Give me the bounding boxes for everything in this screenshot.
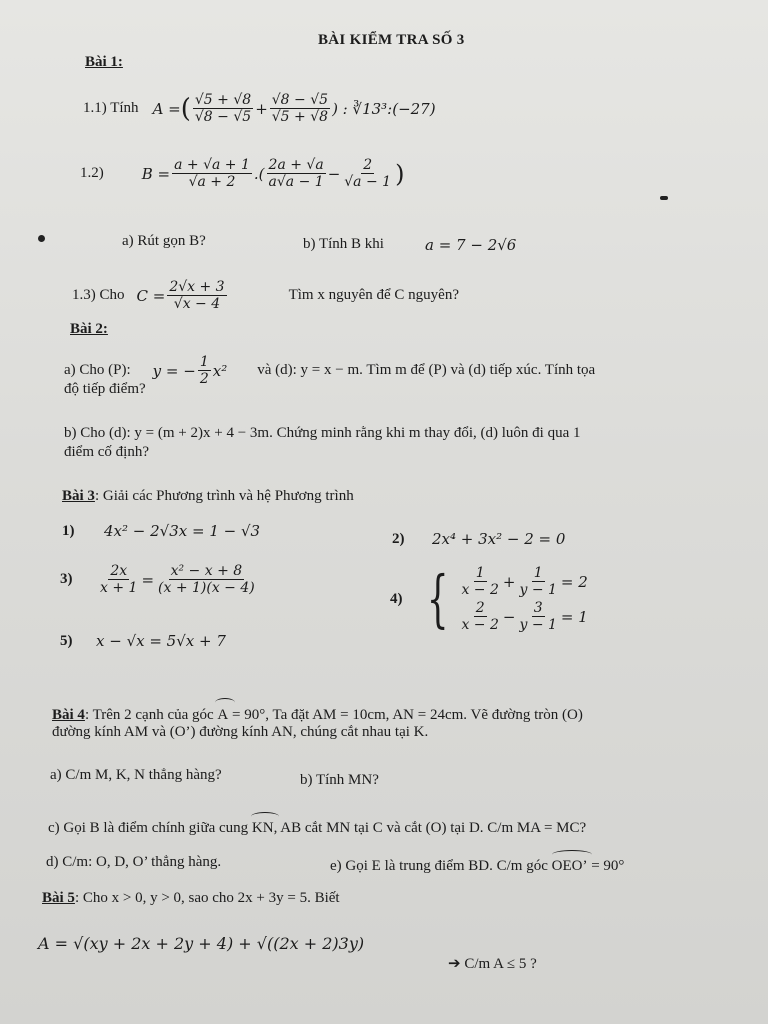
eq4-r1-rhs: = 2 (560, 572, 588, 591)
eq4-r2-den1: x − 2 (461, 617, 499, 634)
bai4-l1a: : Trên 2 cạnh của góc (84, 707, 218, 723)
bai4e-1: e) Gọi E là trung điểm BD. C/m góc (330, 858, 552, 874)
bai2a-den: 2 (199, 371, 209, 388)
bai4-l1b: A (217, 707, 229, 723)
bai2a-label: a) Cho (P): (64, 362, 131, 379)
q12-den3: √a − 1 (344, 174, 392, 191)
bai4d: d) C/m: O, D, O’ thẳng hàng. (46, 854, 222, 870)
q13-line (72, 279, 459, 312)
q12b-expr: a = 7 − 2√6 (425, 236, 517, 254)
bai4e-3: = 90° (587, 858, 625, 874)
bai5-expr: A = √(xy + 2x + 2y + 4) + √((2x + 2)3y) (38, 934, 365, 953)
eq3-eq: = (141, 570, 155, 589)
bai2a-text: và (d): y = x − m. Tìm m để (P) và (d) tiếp xúc. Tính tọa (257, 362, 596, 379)
bai4a: a) C/m M, K, N thẳng hàng? (50, 767, 222, 783)
eq2 (392, 530, 565, 548)
q12a: a) Rút gọn B? (122, 233, 206, 249)
eq2-label: 2) (392, 530, 405, 547)
q12-num1: a + √a + 1 (174, 157, 250, 173)
q11-open: ( (180, 93, 191, 124)
q11-line (83, 92, 436, 125)
q11-label: 1.1) Tính (83, 100, 139, 117)
eq4-r2-op: − (502, 607, 516, 626)
eq5-expr: x − √x = 5√x + 7 (96, 632, 226, 650)
bai4c-2: KN (251, 820, 274, 836)
bai5-header: Bài 5 (42, 890, 75, 906)
q12-num2: 2a + √a (268, 157, 324, 173)
eq4-r1-den1: x − 2 (461, 582, 499, 599)
bai2b-text2: điểm cố định? (64, 444, 149, 460)
q11-num2: √8 − √5 (271, 92, 329, 108)
bai2a-text2: độ tiếp điểm? (64, 381, 146, 397)
bai5-intro: : Cho x > 0, y > 0, sao cho 2x + 3y = 5. Biết (74, 890, 340, 906)
bai1-header: Bài 1: (85, 54, 123, 70)
q13-num: 2√x + 3 (169, 279, 225, 295)
eq5-label: 5) (60, 632, 73, 649)
eq5 (60, 632, 226, 650)
bai4-l1c: = 90°, Ta đặt AM = 10cm, AN = 24cm. Vẽ đường tròn (O) (228, 707, 583, 723)
eq4-brace: { (426, 562, 449, 636)
bai4c-1: c) Gọi B là điểm chính giữa cung (48, 820, 252, 836)
bai4-header: Bài 4 (52, 707, 85, 723)
eq3-den1: x + 1 (100, 580, 138, 597)
bai4c (48, 820, 586, 837)
q13-lhs: C = (136, 286, 166, 305)
eq4-r2-den2: y − 1 (519, 617, 557, 634)
eq4-system (457, 565, 587, 633)
eq3-label: 3) (60, 571, 73, 588)
eq4 (390, 562, 588, 636)
q11-num1: √5 + √8 (194, 92, 252, 108)
angle-arc (215, 698, 235, 707)
q12-minus: − (327, 164, 341, 183)
bai4e-2: OEO’ (551, 858, 588, 874)
eq4-r2-rhs: = 1 (560, 607, 588, 626)
q12-den2: a√a − 1 (268, 174, 324, 191)
bai4-line1 (52, 707, 583, 724)
angle-oeo (552, 858, 588, 875)
bai4-line2: đường kính AM và (O’) đường kính AN, chúng cắt nhau tại K. (52, 724, 429, 740)
q11-tail: ) : ∛13³:(−27) (332, 99, 436, 118)
bai4-angle-a (217, 707, 228, 724)
eq4-r1-num2: 1 (533, 565, 543, 581)
eq4-row2 (457, 600, 587, 633)
eq4-label: 4) (390, 590, 403, 607)
q11-lhs: A = (152, 99, 181, 118)
eq1-expr: 4x² − 2√3x = 1 − √3 (104, 522, 261, 540)
q12-mid: .( (253, 164, 265, 183)
q12-line (80, 157, 404, 190)
arc-kn (252, 820, 274, 837)
eq3-num1: 2x (110, 563, 128, 579)
bai2a-lhs: y = − (152, 361, 196, 380)
bai2-header: Bài 2: (70, 321, 108, 337)
eq4-r1-den2: y − 1 (519, 582, 557, 599)
q13-text: Tìm x nguyên để C nguyên? (288, 287, 459, 304)
bai4c-3: , AB cắt MN tại C và cắt (O) tại D. C/m MA = MC? (273, 820, 587, 836)
q12-label: 1.2) (80, 165, 104, 182)
q12-close: ) (395, 159, 405, 188)
q12b: b) Tính B khi (303, 236, 384, 252)
bai3-intro: : Giải các Phương trình và hệ Phương trình (94, 488, 354, 504)
bai4b: b) Tính MN? (300, 772, 379, 788)
bai2b-text: b) Cho (d): y = (m + 2)x + 4 − 3m. Chứng minh rằng khi m thay đổi, (d) luôn đi qua 1 (64, 425, 581, 441)
eq1 (62, 522, 260, 540)
arc-kn-mark (251, 812, 279, 821)
eq1-label: 1) (62, 522, 75, 539)
bai2a-num: 1 (199, 354, 209, 370)
bai2a-rhs: x² (212, 361, 228, 380)
q12-den1: √a + 2 (188, 174, 236, 191)
bai4e (330, 858, 624, 875)
eq2-expr: 2x⁴ + 3x² − 2 = 0 (432, 530, 566, 548)
q12-lhs: B = (141, 164, 171, 183)
eq3-num2: x² − x + 8 (170, 563, 243, 579)
q13-den: √x − 4 (173, 296, 221, 313)
bai5-ask: ➔ C/m A ≤ 5 ? (448, 956, 537, 972)
ink-dot (38, 235, 45, 242)
q11-den2: √5 + √8 (271, 109, 329, 126)
eq3-den2: (x + 1)(x − 4) (158, 580, 255, 597)
eq4-r1-num1: 1 (475, 565, 485, 581)
bai3-title-line (62, 487, 354, 505)
q11-den1: √8 − √5 (194, 109, 252, 126)
ink-mark (660, 196, 668, 200)
bai5-line1 (42, 890, 340, 907)
q13-label: 1.3) Cho (72, 287, 125, 304)
eq3 (60, 563, 259, 596)
eq4-row1 (457, 565, 587, 598)
angle-oeo-mark (552, 850, 592, 859)
bai3-header: Bài 3 (62, 488, 95, 504)
q11-plus: + (255, 99, 268, 118)
page-title: BÀI KIỂM TRA SỐ 3 (318, 32, 465, 48)
q12-num3: 2 (363, 157, 373, 173)
eq4-r2-num2: 3 (533, 600, 543, 617)
eq4-r2-num1: 2 (475, 600, 485, 617)
eq4-r1-op: + (502, 572, 516, 591)
